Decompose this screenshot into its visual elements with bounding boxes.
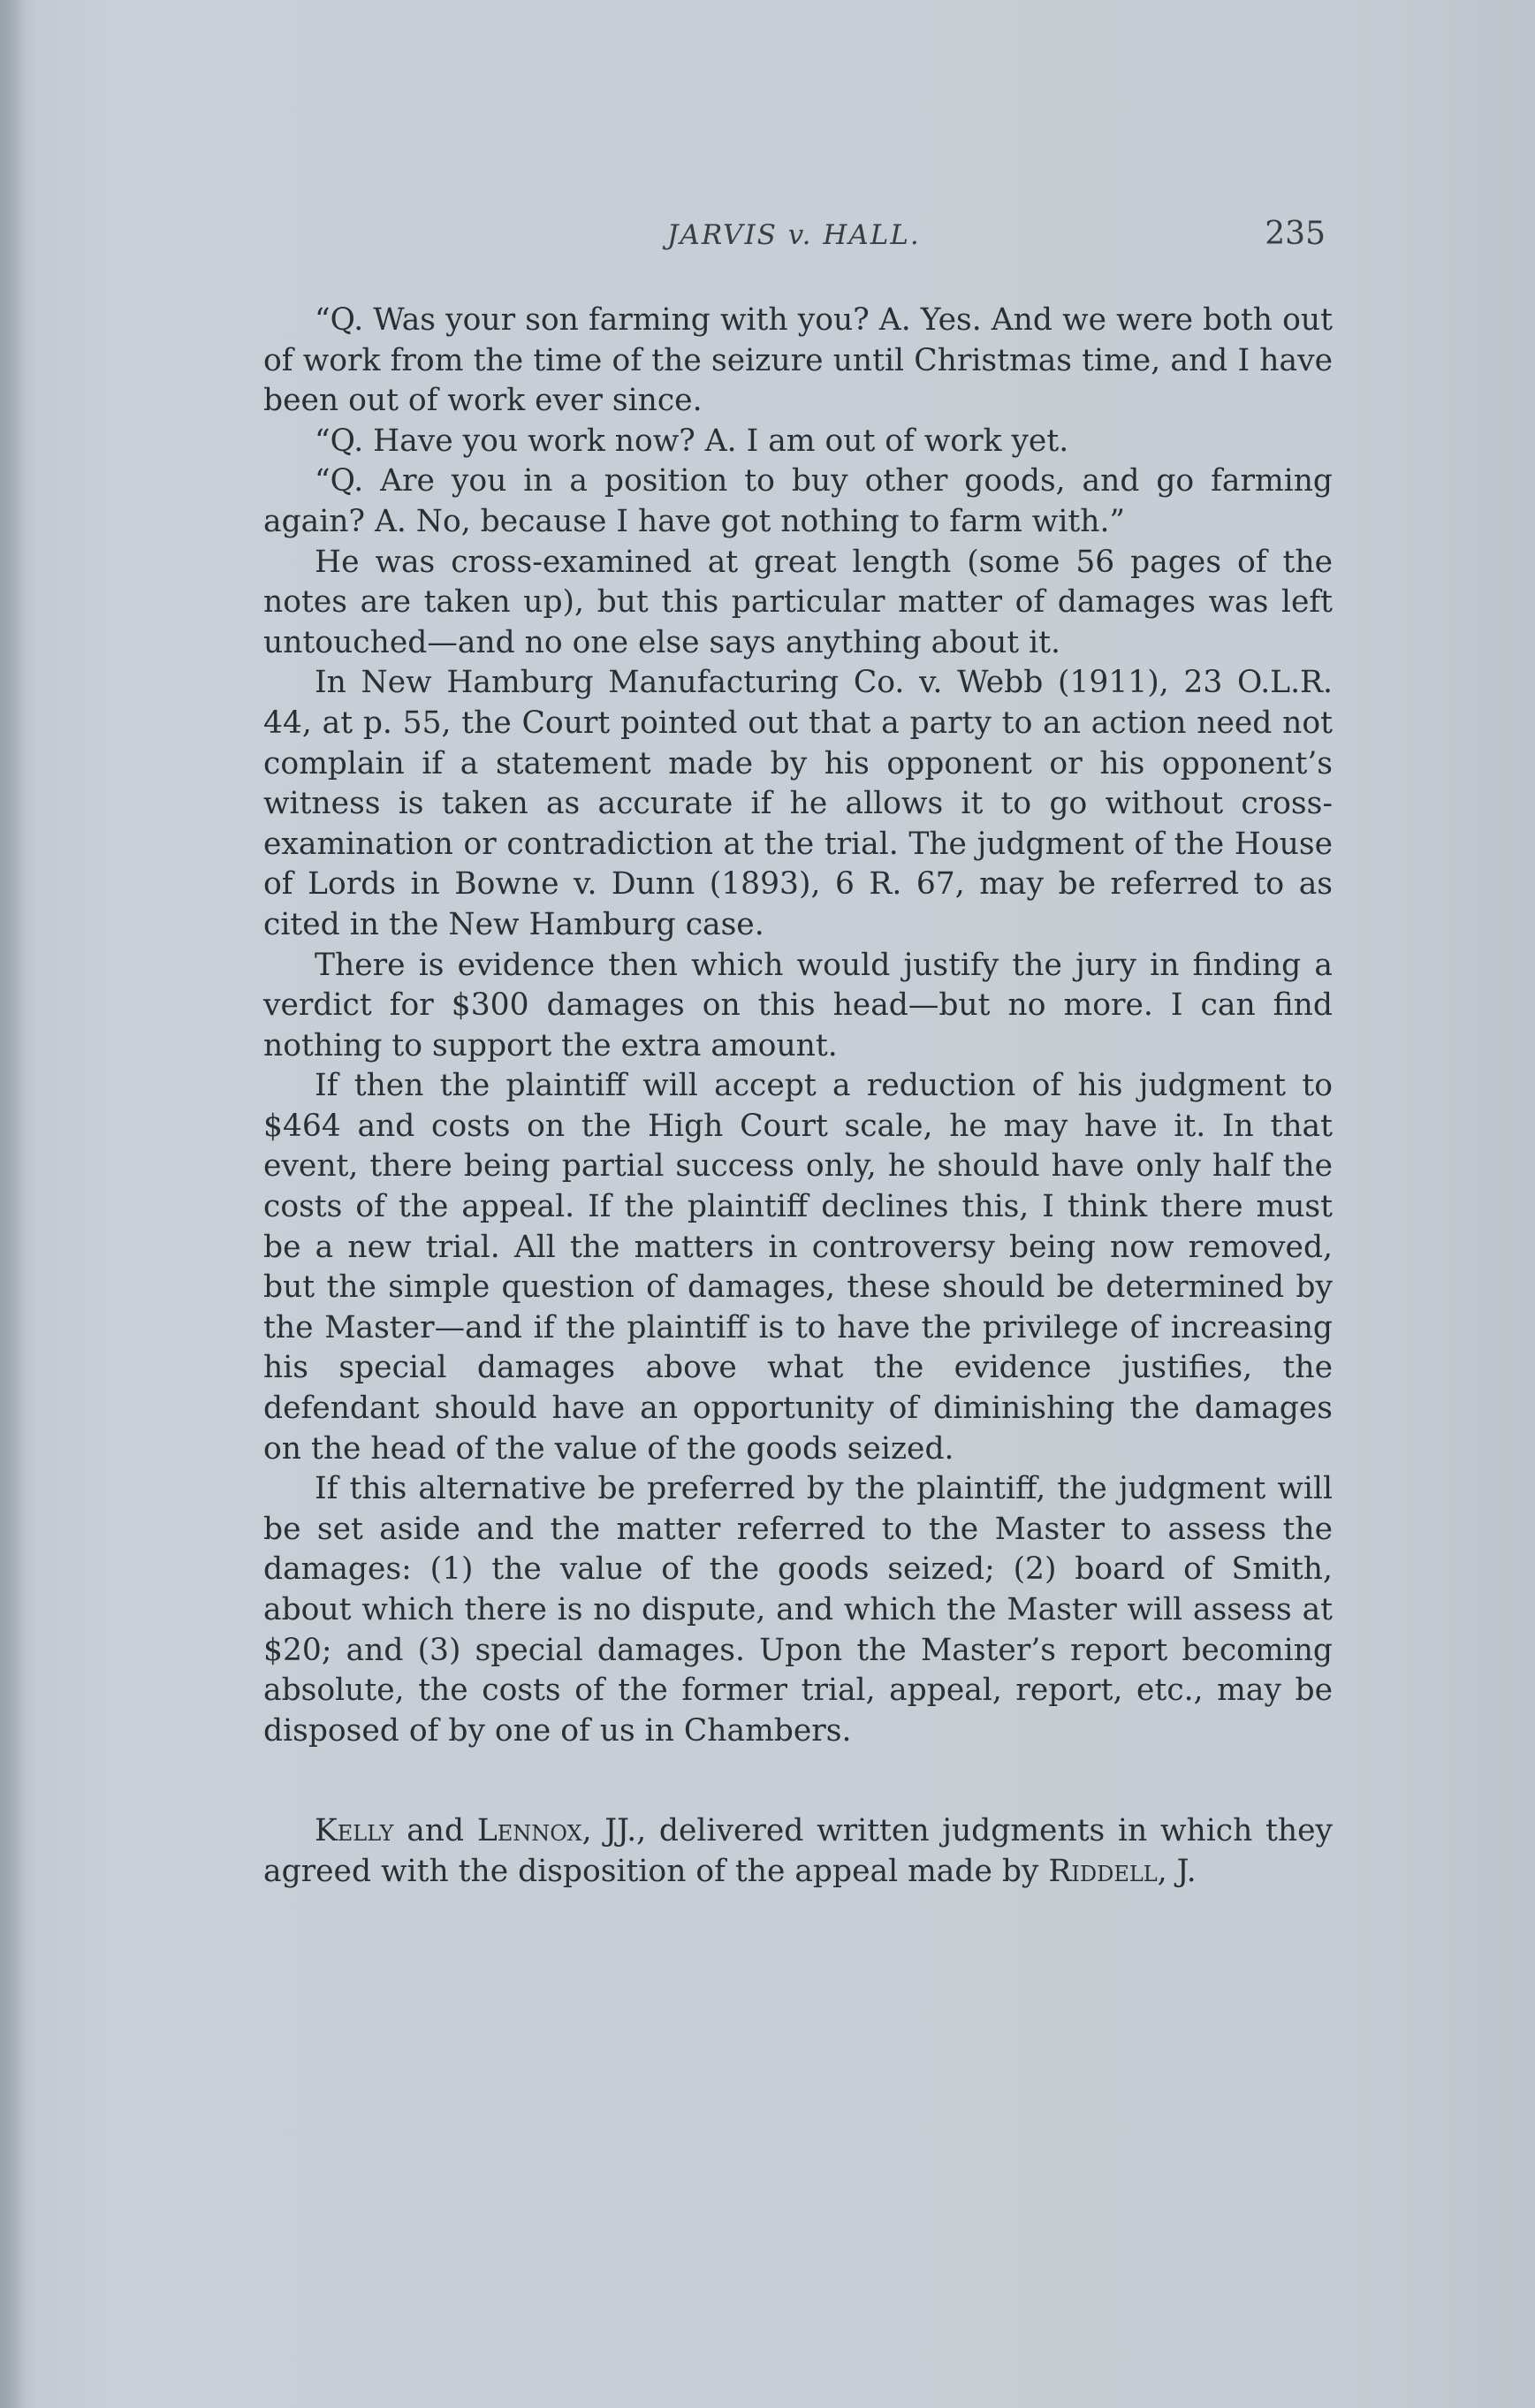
closing-suffix: , J. (1157, 1853, 1197, 1889)
paragraph: There is evidence then which would justify the jury in finding a verdict for $300 damages on this head—but no more. I can find nothing to support the extra amount. (263, 947, 1333, 1063)
spine-shadow (0, 0, 25, 2408)
paragraph: “Q. Have you work now? A. I am out of work yet. (315, 423, 1069, 459)
judge-name-lennox: Lennox (476, 1813, 582, 1849)
closing-text: , JJ., delivered written judgments in which they agreed with the disposition of the appeal made by (263, 1813, 1333, 1889)
judge-name-kelly: Kelly (315, 1813, 394, 1849)
body-text (263, 301, 1333, 1893)
page-number: 235 (1265, 216, 1326, 252)
paragraph: In New Hamburg Manufacturing Co. v. Webb (1911), 23 O.L.R. 44, at p. 55, the Court pointed out that a party to an action need not complain if a statement made by his opponent or his opponent’s witness is taken as accurate if he allows it to go without cross-examination or contradiction at the trial. The judgment of the House of Lords in Bowne v. Dunn (1893), 6 R. 67, may be referred to as cited in the New Hamburg case. (263, 665, 1333, 942)
paragraph: If this alternative be preferred by the plaintiff, the judgment will be set aside and the matter referred to the Master to assess the damages: (1) the value of the goods seized; (2) board of Smith, about which there is no dispute, and which the Master will assess at $20; and (3) special damages. Upon the Master’s report becoming absolute, the costs of the former trial, appeal, report, etc., may be disposed of by one of us in Chambers. (263, 1471, 1333, 1749)
closing-and: and (393, 1813, 477, 1849)
running-head: JARVIS v. HALL. (667, 219, 921, 251)
paragraph: “Q. Are you in a position to buy other goods, and go farming again? A. No, because I have got nothing to farm with.” (263, 463, 1333, 539)
page-header (265, 216, 1326, 263)
judge-name-riddell: Riddell (1048, 1853, 1158, 1889)
paragraph: “Q. Was your son farming with you? A. Yes. And we were both out of work from the time of the seizure until Christmas time, and I have been out of work ever since. (263, 302, 1333, 419)
paragraph: He was cross-examined at great length (some 56 pages of the notes are taken up), but this particular matter of damages was left untouched—and no one else says anything about it. (263, 544, 1333, 660)
closing-paragraph (263, 1811, 1333, 1892)
paragraph: If then the plaintiff will accept a reduction of his judgment to $464 and costs on the High Court scale, he may have it. In that event, there being partial success only, he should have only half the costs of the appeal. If the plaintiff declines this, I think there must be a new trial. All the matters in controversy being now removed, but the simple question of damages, these should be determined by the Master—and if the plaintiff is to have the privilege of increasing his special damages above what the evidence justifies, the defendant should have an opportunity of diminishing the damages on the head of the value of the goods seized. (263, 1068, 1333, 1467)
